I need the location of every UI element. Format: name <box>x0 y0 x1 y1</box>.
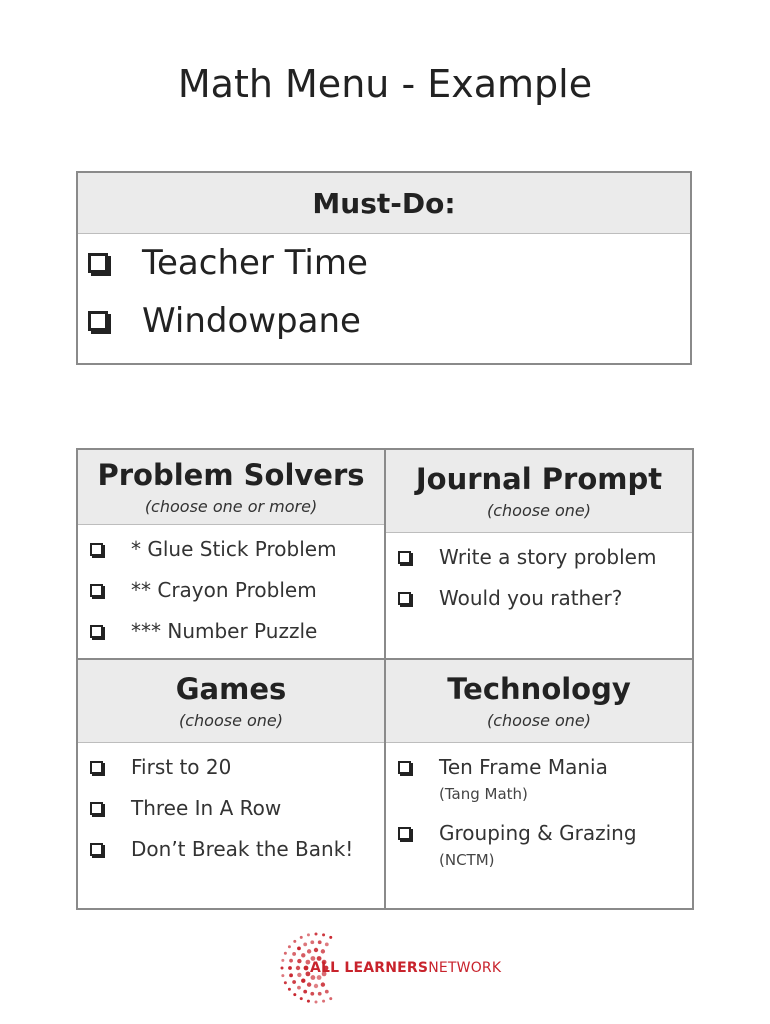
list-item[interactable] <box>88 617 384 658</box>
must-do-item[interactable] <box>78 234 690 292</box>
section-list <box>386 533 692 625</box>
section-subtitle: (choose one or more) <box>144 497 318 516</box>
section-list <box>78 743 384 876</box>
item-label: Ten Frame Mania <box>439 755 608 779</box>
section-header <box>386 450 692 533</box>
checkbox-icon[interactable] <box>90 625 103 638</box>
section-subtitle: (choose one) <box>486 501 592 520</box>
list-item[interactable] <box>396 753 692 803</box>
item-label: Grouping & Grazing <box>439 821 637 845</box>
item-label: First to 20 <box>131 755 232 779</box>
must-do-item-label: Teacher Time <box>142 243 368 283</box>
list-item[interactable] <box>396 584 692 625</box>
section-problem-solvers <box>78 450 386 660</box>
section-subtitle: (choose one) <box>178 711 284 730</box>
list-item[interactable] <box>396 543 692 584</box>
item-source-note: (Tang Math) <box>439 785 528 803</box>
section-list <box>78 525 384 658</box>
checkbox-icon[interactable] <box>90 802 103 815</box>
menu-grid <box>76 448 694 910</box>
list-item[interactable] <box>88 835 384 876</box>
must-do-item-label: Windowpane <box>142 301 361 341</box>
checkbox-icon[interactable] <box>88 311 108 331</box>
section-title: Games <box>175 672 287 706</box>
item-label: Don’t Break the Bank! <box>131 837 354 861</box>
list-item[interactable] <box>88 576 384 617</box>
list-item[interactable] <box>88 535 384 576</box>
item-label: ** Crayon Problem <box>131 578 317 602</box>
section-header <box>78 660 384 743</box>
section-header <box>78 450 384 525</box>
must-do-heading: Must-Do: <box>78 173 690 234</box>
logo-text <box>310 960 501 976</box>
checkbox-icon[interactable] <box>90 843 103 856</box>
checkbox-icon[interactable] <box>398 761 411 774</box>
item-label: Three In A Row <box>131 796 282 820</box>
list-item[interactable] <box>88 794 384 835</box>
checkbox-icon[interactable] <box>90 584 103 597</box>
logo-text-light: NETWORK <box>428 960 502 976</box>
section-list <box>386 743 692 869</box>
checkbox-icon[interactable] <box>398 827 411 840</box>
section-journal-prompt <box>386 450 692 660</box>
section-title: Problem Solvers <box>97 458 365 492</box>
checkbox-icon[interactable] <box>88 253 108 273</box>
must-do-box <box>76 171 692 365</box>
checkbox-icon[interactable] <box>398 592 411 605</box>
checkbox-icon[interactable] <box>90 543 103 556</box>
list-item[interactable] <box>396 819 692 869</box>
logo-text-bold: ALL LEARNERS <box>310 960 429 976</box>
item-label: Write a story problem <box>439 545 657 569</box>
section-technology <box>386 660 692 908</box>
section-games <box>78 660 386 908</box>
all-learners-network-logo <box>276 928 506 1008</box>
checkbox-icon[interactable] <box>90 761 103 774</box>
section-subtitle: (choose one) <box>486 711 592 730</box>
section-header <box>386 660 692 743</box>
section-title: Technology <box>447 672 631 706</box>
list-item[interactable] <box>88 753 384 794</box>
checkbox-icon[interactable] <box>398 551 411 564</box>
item-label: *** Number Puzzle <box>131 619 318 643</box>
must-do-item[interactable] <box>78 292 690 350</box>
item-source-note: (NCTM) <box>439 851 495 869</box>
item-label: Would you rather? <box>439 586 623 610</box>
page-title: Math Menu - Example <box>177 62 593 106</box>
section-title: Journal Prompt <box>415 462 663 496</box>
item-label: * Glue Stick Problem <box>131 537 337 561</box>
